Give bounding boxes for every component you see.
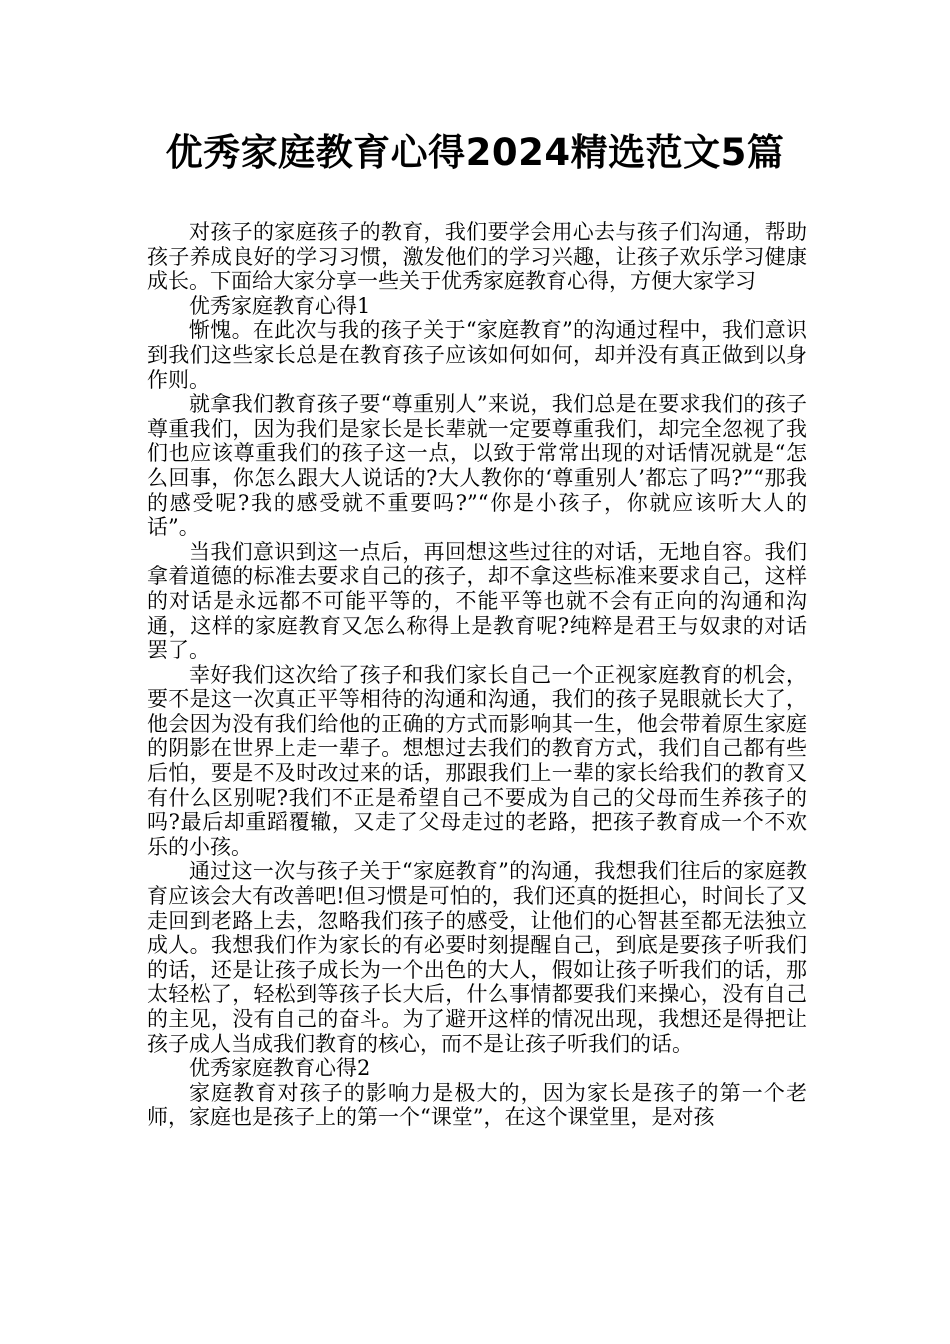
body-paragraph: 幸好我们这次给了孩子和我们家长自己一个正视家庭教育的机会，要不是这一次真正平等相待的沟通和沟通，我们的孩子晃眼就长大了，他会因为没有我们给他的正确的方式而影响其一生，他会带着原生家庭的阴影在世界上走一辈子。想想过去我们的教育方式，我们自己都有些后怕，要是不及时改过来的话，那跟我们上一辈的家长给我们的教育又有什么区别呢?我们不正是希望自己不要成为自己的父母而生养孩子的吗?最后却重蹈覆辙，又走了父母走过的老路，把孩子教育成一个不欢乐的小孩。 — [147, 662, 807, 859]
document-title: 优秀家庭教育心得2024精选范文5篇 — [165, 131, 785, 174]
section-heading-2: 优秀家庭教育心得2 — [189, 1056, 371, 1081]
intro-paragraph: 对孩子的家庭孩子的教育，我们要学会用心去与孩子们沟通，帮助孩子养成良好的学习习惯，激发他们的学习兴趣，让孩子欢乐学习健康成长。下面给大家分享一些关于优秀家庭教育心得，方便大家学习 — [147, 220, 807, 294]
body-paragraph: 家庭教育对孩子的影响力是极大的，因为家长是孩子的第一个老师，家庭也是孩子上的第一个“课堂”，在这个课堂里，是对孩 — [147, 1080, 807, 1130]
document-body — [147, 220, 807, 1130]
body-paragraph: 惭愧。在此次与我的孩子关于“家庭教育”的沟通过程中，我们意识到我们这些家长总是在教育孩子应该如何如何，却并没有真正做到以身作则。 — [147, 318, 807, 392]
body-paragraph: 就拿我们教育孩子要“尊重别人”来说，我们总是在要求我们的孩子尊重我们，因为我们是家长是长辈就一定要尊重我们，却完全忽视了我们也应该尊重我们的孩子这一点，以致于常常出现的对话情况就是“怎么回事，你怎么跟大人说话的?大人教你的‘尊重别人’都忘了吗?”“那我的感受呢?我的感受就不重要吗?”“你是小孩子，你就应该听大人的话”。 — [147, 392, 807, 540]
body-paragraph: 通过这一次与孩子关于“家庭教育”的沟通，我想我们往后的家庭教育应该会大有改善吧!但习惯是可怕的，我们还真的挺担心，时间长了又走回到老路上去，忽略我们孩子的感受，让他们的心智甚至都无法独立成人。我想我们作为家长的有必要时刻提醒自己，到底是要孩子听我们的话，还是让孩子成长为一个出色的大人，假如让孩子听我们的话，那太轻松了，轻松到等孩子长大后，什么事情都要我们来操心，没有自己的主见，没有自己的奋斗。为了避开这样的情况出现，我想还是得把让孩子成人当成我们教育的核心，而不是让孩子听我们的话。 — [147, 859, 807, 1056]
body-paragraph: 当我们意识到这一点后，再回想这些过往的对话，无地自容。我们拿着道德的标准去要求自己的孩子，却不拿这些标准来要求自己，这样的对话是永远都不可能平等的，不能平等也就不会有正向的沟通和沟通，这样的家庭教育又怎么称得上是教育呢?纯粹是君王与奴隶的对话罢了。 — [147, 539, 807, 663]
section-heading-1: 优秀家庭教育心得1 — [189, 293, 371, 318]
